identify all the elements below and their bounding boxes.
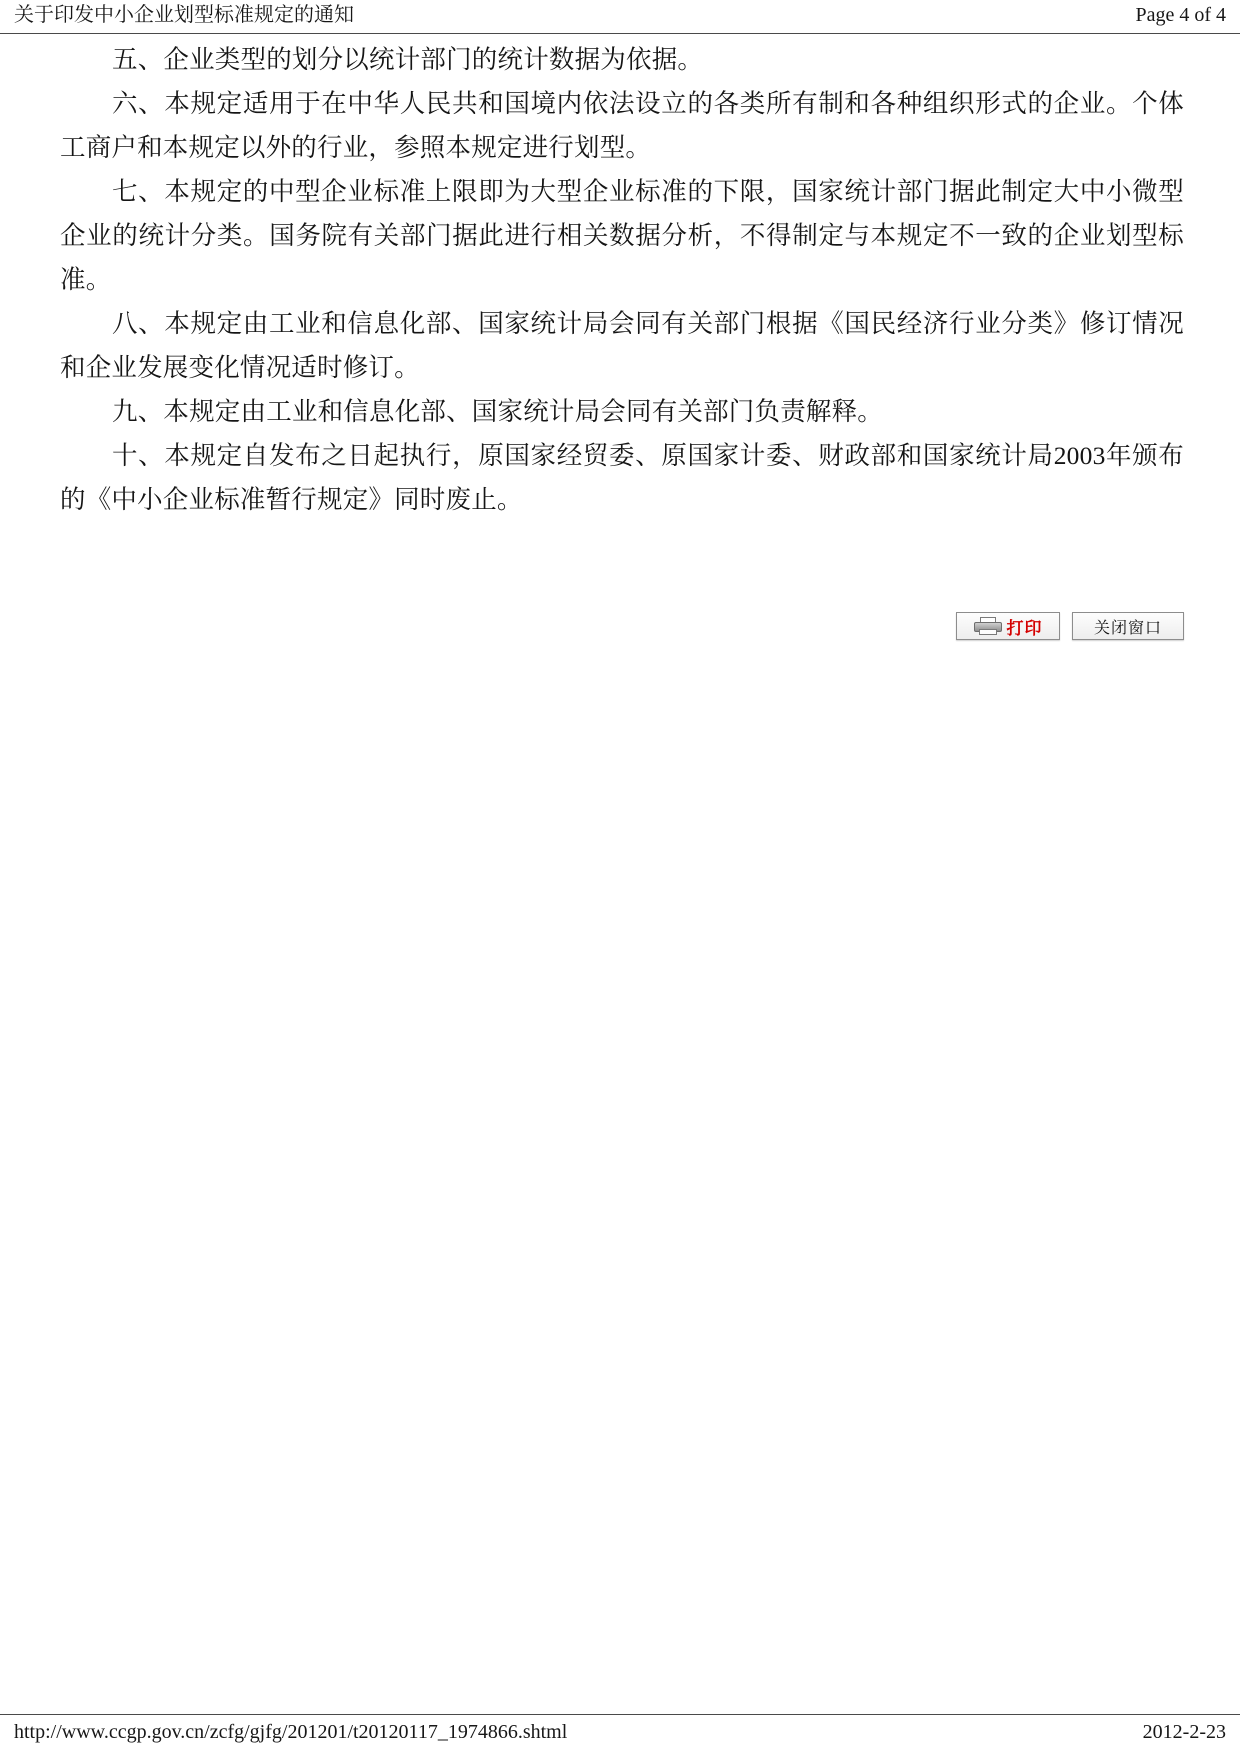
printer-icon (974, 617, 1002, 635)
action-button-row (956, 612, 1184, 640)
paragraph: 九、本规定由工业和信息化部、国家统计局会同有关部门负责解释。 (112, 397, 884, 426)
header-document-title: 关于印发中小企业划型标准规定的通知 (14, 4, 354, 26)
header-page-number: Page 4 of 4 (1135, 4, 1226, 26)
close-window-button[interactable]: 关闭窗口 (1072, 612, 1184, 640)
page-header (0, 0, 1240, 34)
print-button-label: 打印 (1006, 618, 1043, 638)
footer-source-url[interactable]: http://www.ccgp.gov.cn/zcfg/gjfg/201201/t20120117_1974866.shtml (14, 1721, 568, 1743)
paragraph: 五、企业类型的划分以统计部门的统计数据为依据。 (112, 45, 704, 74)
paragraph: 十、本规定自发布之日起执行，原国家经贸委、原国家计委、财政部和国家统计局2003年颁布的《中小企业标准暂行规定》同时废止。 (60, 441, 1184, 514)
page-footer (0, 1714, 1240, 1754)
paragraph: 六、本规定适用于在中华人民共和国境内依法设立的各类所有制和各种组织形式的企业。个体工商户和本规定以外的行业，参照本规定进行划型。 (60, 89, 1184, 162)
paragraph: 八、本规定由工业和信息化部、国家统计局会同有关部门根据《国民经济行业分类》修订情况和企业发展变化情况适时修订。 (60, 309, 1184, 382)
document-body (60, 38, 1184, 522)
print-button[interactable] (956, 612, 1060, 640)
paragraph: 七、本规定的中型企业标准上限即为大型企业标准的下限，国家统计部门据此制定大中小微型企业的统计分类。国务院有关部门据此进行相关数据分析，不得制定与本规定不一致的企业划型标准。 (60, 177, 1184, 294)
footer-print-date: 2012-2-23 (1142, 1721, 1226, 1743)
